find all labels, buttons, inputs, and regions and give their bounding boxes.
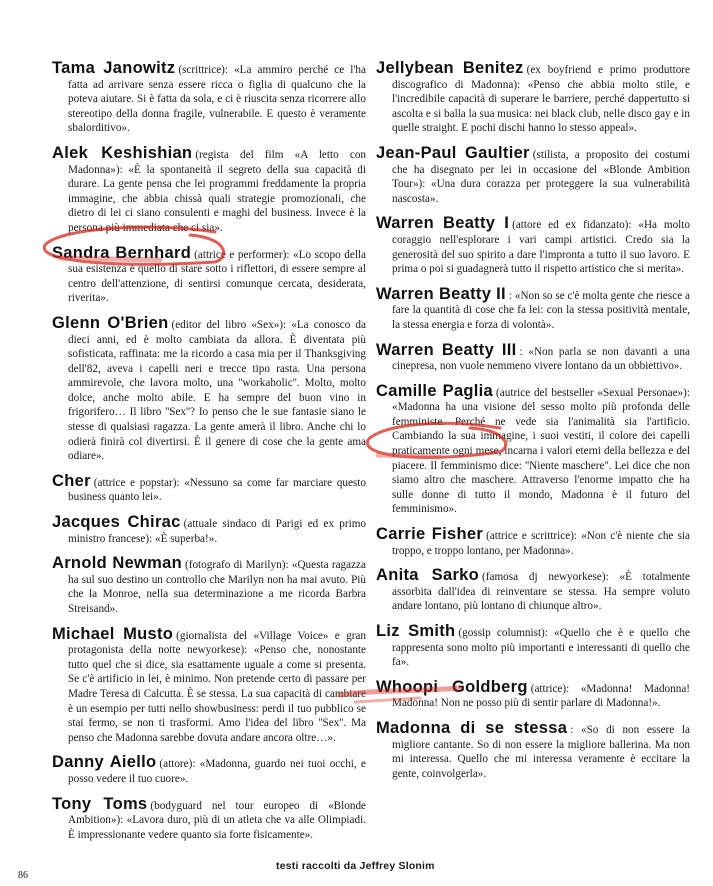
quote-text: (attrice): «Madonna! Madonna! Madonna! Non ne posso più di sentir parlare di Madonna!». xyxy=(392,682,691,710)
quote-entry xyxy=(52,245,366,306)
quote-text: (ex boyfriend e primo produttore discografico di Madonna): «Penso che abbia molto stile, e l'incredibile capacità di superare le barriere, perché dappertutto si ascolta e si balla la sua musica: nei black club, nelle disco gay e in quelle straight. E pochi dischi hanno lo stesso appeal». xyxy=(392,64,690,135)
person-name: Michael Musto xyxy=(52,624,174,643)
quote-text: (bodyguard nel tour europeo di «Blonde Ambition»): «Lavora duro, più di un atleta che va alle Olimpiadi. È impressionante vedere quanto sia forte fisicamente». xyxy=(68,799,366,841)
person-name: Carrie Fisher xyxy=(376,525,484,544)
person-name: Liz Smith xyxy=(376,622,456,640)
person-name: Tony Toms xyxy=(52,794,148,813)
person-name: Anita Sarko xyxy=(376,566,480,585)
person-name: Whoopi Goldberg xyxy=(376,677,528,696)
quote-entry xyxy=(376,679,690,711)
quote-text: : «Non parla se non davanti a una cinepresa, non vuole nemmeno vivere lontano da un obbiettivo». xyxy=(392,345,690,373)
person-name: Cher xyxy=(52,471,91,490)
quote-entry xyxy=(52,473,366,505)
quote-text: (famosa dj newyorkese): «È totalmente assorbita dall'idea di reinventare se stessa. Ha sempre voluto andare lontano, più lontano di chiunque altro». xyxy=(392,571,690,613)
quote-entry xyxy=(376,383,690,517)
person-name: Tama Janowitz xyxy=(52,59,176,77)
quote-text: (fotografo di Marilyn): «Questa ragazza ha sul suo destino un controllo che Marilyn non ha mai avuto. Più che la Monroe, nella sua determinazione a me ricorda Barbra Streisand». xyxy=(68,559,366,615)
quote-entry xyxy=(52,796,366,843)
quote-text: (attuale sindaco di Parigi ed ex primo ministro francese): «È superba!». xyxy=(68,518,366,545)
quote-entry xyxy=(376,286,690,333)
quote-text: (regista del film «A letto con Madonna»): «È la spontaneità il segreto della sua capacità di durare. La gente pensa che lei programmi freddamente la propria immagine, che abbia chissà quali strategie promozionali, che dietro di lei ci siano consulenti e maghi del business. Invece è la persona più immediata che ci sia». xyxy=(68,148,367,234)
page-number: 86 xyxy=(18,870,28,881)
quote-entry xyxy=(52,60,366,136)
quote-text: (editor del libro «Sex»): «La conosco da dieci anni, ed è molto cambiata da allora. È diventata più sofisticata, raffinata: me la ricordo a casa mia per il Thanksgiving dell'82, aveva i capelli neri e trecce tipo rasta. Una persona ammirevole, che lavora molto, una ''workaholic''. Molto, molto dolce, anche molto abile. E ha sempre del buon vino in frigorifero… Il libro ''Sex''? Io penso che le sue fantasie siano le stesse di qualsiasi ragazza. La gente amerà il libro. Anche chi lo odierà finirà col divertirsi. È il genere di cose che la gente ama odiare». xyxy=(68,318,366,463)
quote-text: (attore ed ex fidanzato): «Ha molto coraggio nell'esplorare i vari campi artistici. Credo sia la generosità del suo spirito a dare l'impronta a tutto il suo lavoro. E prima o poi si guadagnerà tutto il rispetto artistico che si merita». xyxy=(392,219,690,276)
person-name: Warren Beatty III xyxy=(376,340,517,359)
quote-entry xyxy=(52,315,366,464)
quote-text: (attrice e popstar): «Nessuno sa come far marciare questo business quanto lei». xyxy=(68,476,366,504)
person-name: Danny Aiello xyxy=(52,753,157,772)
right-column xyxy=(376,60,690,790)
quote-entry xyxy=(52,145,366,236)
quote-entry xyxy=(52,555,366,616)
quote-text: (autrice del bestseller «Sexual Personae»): «Madonna ha una visione del sesso molto più profonda delle femministe. Perché ne vede sia l'animalità sia l'artificio. Cambiando la sua immagine, i suoi vestiti, il colore dei capelli praticamente ogni mese, incarna i valori eterni della bellezza e del piacere. Il femminismo dice: ''Niente maschere''. Lei dice che non siamo altro che maschere. Attraverso l'enorme impatto che ha sulle donne di tutto il mondo, Madonna è il futuro del femminismo». xyxy=(392,386,690,516)
quote-entry xyxy=(376,215,690,276)
quote-entry xyxy=(376,145,690,206)
quote-entry xyxy=(376,567,690,614)
quote-entry xyxy=(376,60,690,136)
quote-entry xyxy=(52,754,366,786)
quote-entry xyxy=(52,626,366,746)
person-name: Jellybean Benitez xyxy=(376,59,524,77)
quote-text: (giornalista del «Village Voice» e gran protagonista della notte newyorkese): «Penso che, nonostante tutto quel che si dice, sia esattamente uguale a come si presenta. Se c'è artificio in lei, è minimo. Non pretende certo di passare per Madre Teresa di Calcutta. È se stessa. La sua capacità di cambiare è un esempio per tutti nello showbusiness: perdi il tuo pubblico se stai fermo, se non ti trasformi. Amo l'idea del libro ''Sex''. Ma penso che Madonna sarebbe dovuta andare ancora oltre…». xyxy=(68,629,366,744)
quote-text: : «Non so se c'è molta gente che riesce a fare la quantità di cose che fa lei: con la stessa positività mentale, la stessa energia e forza di volontà». xyxy=(392,289,690,331)
person-name: Arnold Newman xyxy=(52,554,183,573)
quote-entry xyxy=(52,514,366,546)
person-name: Madonna di se stessa xyxy=(376,718,568,737)
person-name: Warren Beatty II xyxy=(376,284,506,303)
quote-text: (attrice e scrittrice): «Non c'è niente che sia troppo, e troppo lontano, per Madonna». xyxy=(392,530,690,557)
person-name: Alek Keshishian xyxy=(52,143,193,162)
person-name: Jean-Paul Gaultier xyxy=(376,143,530,162)
quote-entry xyxy=(376,623,690,670)
quote-text: (stilista, a proposito dei costumi che ha disegnato per lei in occasione del «Blonde Ambition Tour»): «Una dura corazza per proteggere la sua vulnerabilità nascosta». xyxy=(392,148,690,205)
quote-text: (gossip columnist): «Quello che è e quello che rappresenta sono molto più importanti e interessanti di quello che fa». xyxy=(392,627,690,669)
quote-entry xyxy=(376,720,690,781)
quote-text: (scrittrice): «La ammiro perché ce l'ha fatta ad arrivare senza essere ricca o figlia di qualcuno che la poteva aiutare. Si è fatta da sola, e ci è riuscita senza ricorrere allo stereotipo della donna fragile, vulnerabile. E questo è veramente sbalorditivo». xyxy=(68,64,366,135)
left-column xyxy=(52,60,366,851)
quote-entry xyxy=(376,342,690,374)
quote-text: : «So di non essere la migliore cantante. So di non essere la migliore ballerina. Ma non mi interessa. Quello che mi interessa veramente è eccitare la gente, coinvolgerla». xyxy=(392,723,690,780)
quote-text: (attrice e performer): «Lo scopo della sua esistenza è quello di stare sotto i riflettori, di essere sempre al centro dell'attenzione, di sentirsi comunque cercata, desiderata, riverita». xyxy=(68,248,366,305)
person-name: Glenn O'Brien xyxy=(52,313,169,332)
person-name: Jacques Chirac xyxy=(52,513,181,532)
credits-footer: testi raccolti da Jeffrey Slonim xyxy=(276,860,435,872)
person-name: Camille Paglia xyxy=(376,381,494,400)
quote-entry xyxy=(376,526,690,558)
person-name: Warren Beatty I xyxy=(376,214,510,233)
person-name: Sandra Bernhard xyxy=(52,243,192,262)
quote-text: (attore): «Madonna, guardo nei tuoi occhi, e posso vedere il tuo cuore». xyxy=(68,758,366,785)
